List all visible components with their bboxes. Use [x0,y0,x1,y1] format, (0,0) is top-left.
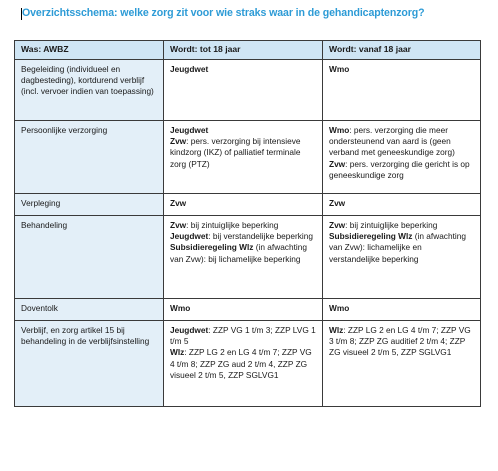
cell-term: Zvw [170,220,187,230]
cell-term: Wmo [170,303,191,313]
cell-term: Jeugdwet [170,64,209,74]
cell-vanaf-18 [323,216,481,299]
cell-vanaf-18 [323,299,481,321]
cell-was: Persoonlijke verzorging [15,121,164,194]
cell-text: : ZZP VG 1 t/m 3; ZZP LVG 1 t/m 5 [170,325,316,347]
cell-term: Jeugdwet [170,231,209,242]
cell-term: Wmo [329,125,350,135]
cell-term: Wlz [329,325,344,335]
cell-was: Behandeling [15,216,164,299]
cell-term: Wmo [329,64,350,74]
cell-term: Zvw [329,220,346,230]
table-row [15,60,481,121]
cell-text: : pers. verzorging die gericht is op geneeskundige zorg [329,158,470,180]
cell-term: Zvw [170,198,187,208]
cell-tot-18 [164,216,323,299]
cell-vanaf-18 [323,194,481,216]
cell-was: Begeleiding (individueel en dagbesteding), kortdurend verblijf (incl. vervoer indien van toepassing) [15,60,164,121]
page-title: Overzichtsschema: welke zorg zit voor wie straks waar in de gehandicaptenzorg? [22,7,425,19]
cell-tot-18 [164,60,323,121]
cell-was: Verblijf, en zorg artikel 15 bij behandeling in de verblijfsinstelling [15,321,164,407]
cell-tot-18 [164,299,323,321]
cell-text: : bij zintuiglijke beperking [345,220,438,230]
table-row [15,121,481,194]
table-header-row [15,41,481,60]
cell-term: Wmo [329,303,350,313]
cell-term: Subsidieregeling Wlz [170,242,254,253]
overview-table [14,40,481,407]
cell-term: Jeugdwet [170,325,209,335]
table-row [15,216,481,299]
cell-text: : ZZP LG 2 en LG 4 t/m 7; ZZP VG 4 t/m 8; ZZP ZG aud 2 t/m 4, ZZP ZG visueel 2 t/m 5, ZZP SGLVG1 [170,347,312,380]
cell-tot-18 [164,121,323,194]
cell-term: Zvw [170,136,187,147]
cell-term: Jeugdwet [170,125,209,135]
cell-text: : bij zintuiglijke beperking [186,220,279,230]
cell-text: : pers. verzorging die meer ondersteunend van aard is (geen verband met geneeskundige zorg) [329,125,455,158]
cell-text: (in afwachting van Zvw): lichamelijke en verstandelijke beperking [329,231,466,264]
cell-vanaf-18 [323,321,481,407]
cell-text: : bij verstandelijke beperking [208,231,313,242]
column-header-was: Was: AWBZ [15,41,164,60]
cell-text: (in afwachting van Zvw): bij lichamelijke beperking [170,242,307,264]
cell-term: Wlz [170,347,185,358]
cell-tot-18 [164,321,323,407]
cell-text: : pers. verzorging bij intensieve kindzorg (IKZ) of palliatief terminale zorg (PTZ) [170,136,301,169]
column-header-vanaf-18: Wordt: vanaf 18 jaar [323,41,481,60]
table-row [15,299,481,321]
table-row [15,194,481,216]
column-header-tot-18: Wordt: tot 18 jaar [164,41,323,60]
cell-was: Doventolk [15,299,164,321]
cell-tot-18 [164,194,323,216]
cell-text: : ZZP LG 2 en LG 4 t/m 7; ZZP VG 3 t/m 8; ZZP ZG auditief 2 t/m 4; ZZP ZG visueel 2 t/m 5, ZZP SGLVG1 [329,325,471,358]
cell-term: Zvw [329,198,346,208]
cell-vanaf-18 [323,60,481,121]
cell-term: Zvw [329,158,346,169]
cell-was: Verpleging [15,194,164,216]
table-row [15,321,481,407]
cell-vanaf-18 [323,121,481,194]
cell-term: Subsidieregeling Wlz [329,231,413,242]
